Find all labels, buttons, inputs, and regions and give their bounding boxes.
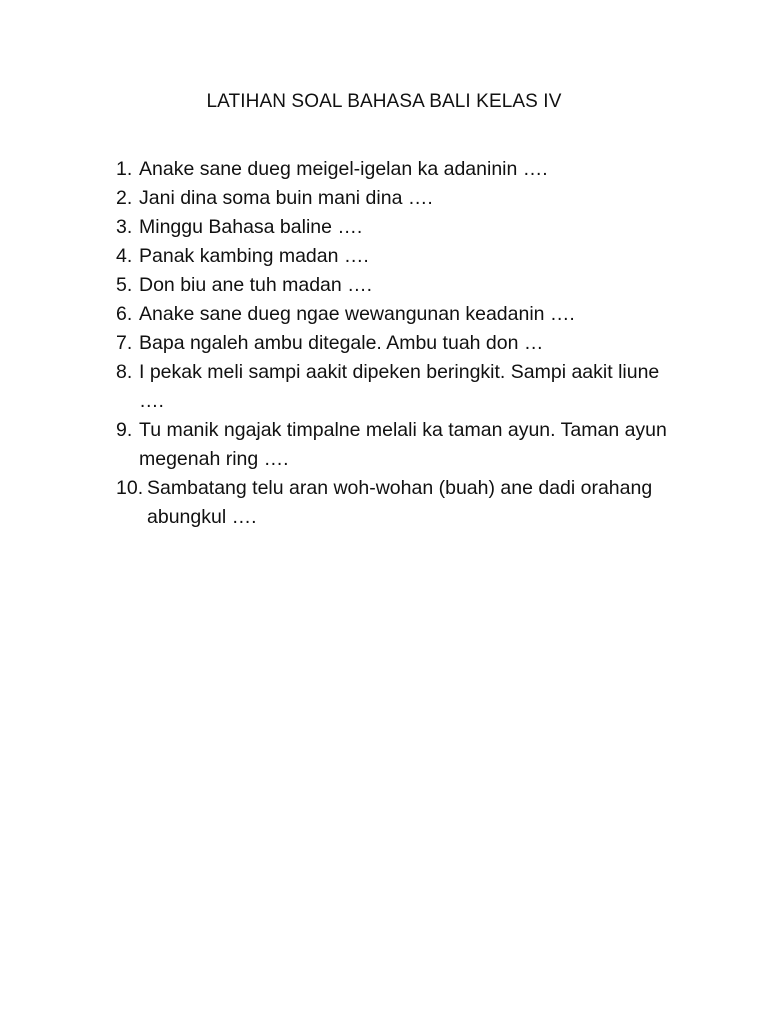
question-item — [116, 242, 676, 271]
question-text: Jani dina soma buin mani dina …. — [139, 187, 433, 209]
question-number: 5. — [116, 274, 133, 296]
question-number: 4. — [116, 245, 133, 267]
page-title: LATIHAN SOAL BAHASA BALI KELAS IV — [206, 91, 562, 112]
question-number: 3. — [116, 216, 133, 238]
question-text: Bapa ngaleh ambu ditegale. Ambu tuah don … — [139, 332, 544, 354]
question-number: 8. — [116, 361, 133, 383]
question-number: 2. — [116, 187, 133, 209]
question-item — [116, 358, 676, 416]
question-text: Tu manik ngajak timpalne melali ka taman ayun. Taman ayun megenah ring …. — [139, 419, 667, 470]
question-item — [116, 213, 676, 242]
question-text: Panak kambing madan …. — [139, 245, 369, 267]
question-item — [116, 155, 676, 184]
question-item — [116, 184, 676, 213]
question-number: 9. — [116, 419, 133, 441]
question-text: Don biu ane tuh madan …. — [139, 274, 373, 296]
question-text: Anake sane dueg meigel-igelan ka adaninin …. — [139, 158, 548, 180]
question-number: 7. — [116, 332, 133, 354]
question-item — [116, 271, 676, 300]
question-list — [116, 155, 676, 532]
question-text: Anake sane dueg ngae wewangunan keadanin …. — [139, 303, 575, 325]
question-text: Sambatang telu aran woh-wohan (buah) ane dadi orahang abungkul …. — [147, 477, 653, 528]
question-item — [116, 416, 676, 474]
question-text: Minggu Bahasa baline …. — [139, 216, 363, 238]
question-item — [116, 300, 676, 329]
question-item — [116, 329, 676, 358]
question-text: I pekak meli sampi aakit dipeken beringkit. Sampi aakit liune …. — [139, 361, 660, 412]
question-number: 1. — [116, 158, 133, 180]
question-item — [116, 474, 676, 532]
question-number: 10. — [116, 477, 144, 499]
question-number: 6. — [116, 303, 133, 325]
